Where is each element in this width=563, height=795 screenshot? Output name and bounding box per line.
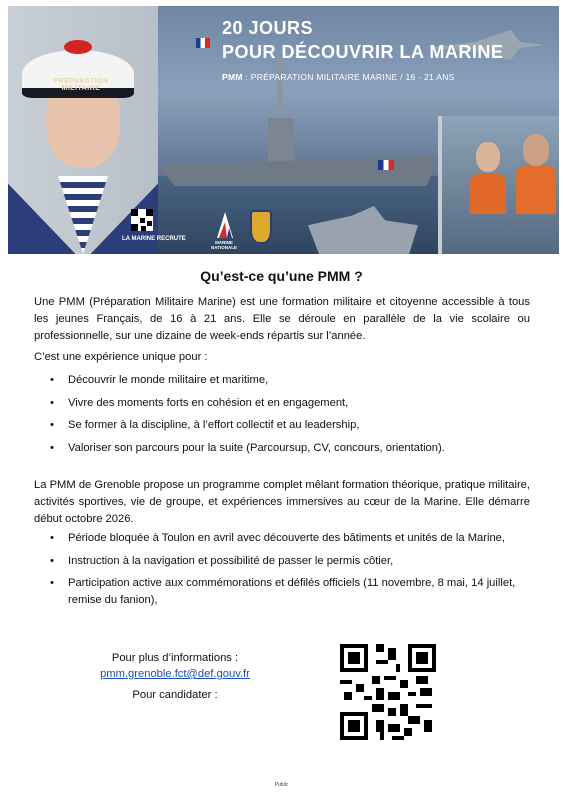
french-flag-icon (196, 38, 210, 48)
life-vest (516, 166, 556, 214)
marine-nationale-logo-icon (213, 208, 237, 244)
crew-member-head (523, 134, 549, 166)
headline-line-2: POUR DÉCOUVRIR LA MARINE (222, 42, 504, 62)
program-paragraph: La PMM de Grenoble propose un programme complet mêlant formation théorique, pratique militaire, activités sportives, vie de groupe, et expériences immersives au cœur de la Marine. Elle démarre début octobre 2026. (34, 479, 530, 525)
subtitle-abbr: PMM (222, 72, 243, 82)
qr-code-icon[interactable] (131, 209, 153, 231)
list-item: • Valoriser son parcours pour la suite (Parcoursup, CV, concours, orientation). (48, 440, 528, 457)
classification-footer: Public (274, 782, 289, 788)
experience-list (48, 372, 528, 456)
list-item: • Découvrir le monde militaire et maritime, (48, 372, 528, 389)
recruit-text: LA MARINE RECRUTE (122, 236, 186, 242)
list-item: • Se former à la discipline, à l’effort collectif et au leadership, (48, 417, 528, 434)
program-list (48, 530, 526, 608)
banner-subtitle (222, 72, 455, 82)
email-link[interactable]: pmm.grenoble.fct@def.gouv.fr (100, 668, 250, 680)
life-vest (470, 174, 506, 214)
crest-icon (250, 210, 272, 244)
headline-line-1: 20 JOURS (222, 18, 314, 38)
subtitle-text: : PRÉPARATION MILITAIRE MARINE / 16 - 21 ANS (242, 72, 455, 82)
cap-pompon (64, 40, 92, 54)
intro-paragraph: Une PMM (Préparation Militaire Marine) est une formation militaire et citoyenne accessible à tous les jeunes Français, de 16 à 21 ans. Elle se déroule en parallèle de la vie scolaire ou professionnelle, sur une dizaine de week-ends répartis sur l’année. (34, 296, 530, 342)
cap-band-text: PRÉPARATION MILITAIRE (53, 78, 109, 92)
crew-member-head (476, 142, 500, 172)
french-flag-icon (378, 160, 394, 170)
aircraft-carrier-image (158, 156, 438, 186)
section-heading: Qu’est-ce qu’une PMM ? (200, 268, 363, 284)
qr-code-icon[interactable] (340, 644, 436, 740)
info-label: Pour plus d’informations : (111, 652, 239, 664)
experience-lead: C’est une expérience unique pour : (34, 351, 208, 363)
carrier-island (268, 118, 294, 162)
list-item: • Vivre des moments forts en cohésion et en engagement, (48, 395, 528, 412)
marine-logo-text: MARINE NATIONALE (211, 240, 237, 250)
list-item: • Participation active aux commémorations et défilés officiels (11 novembre, 8 mai, 14 juillet, remise du fanion), (48, 575, 526, 608)
recruit-label (122, 236, 186, 242)
apply-label: Pour candidater : (132, 689, 218, 701)
list-item: • Instruction à la navigation et possibilité de passer le permis côtier, (48, 553, 526, 570)
list-item: • Période bloquée à Toulon en avril avec découverte des bâtiments et unités de la Marine, (48, 530, 526, 547)
ship-mast (277, 56, 283, 120)
